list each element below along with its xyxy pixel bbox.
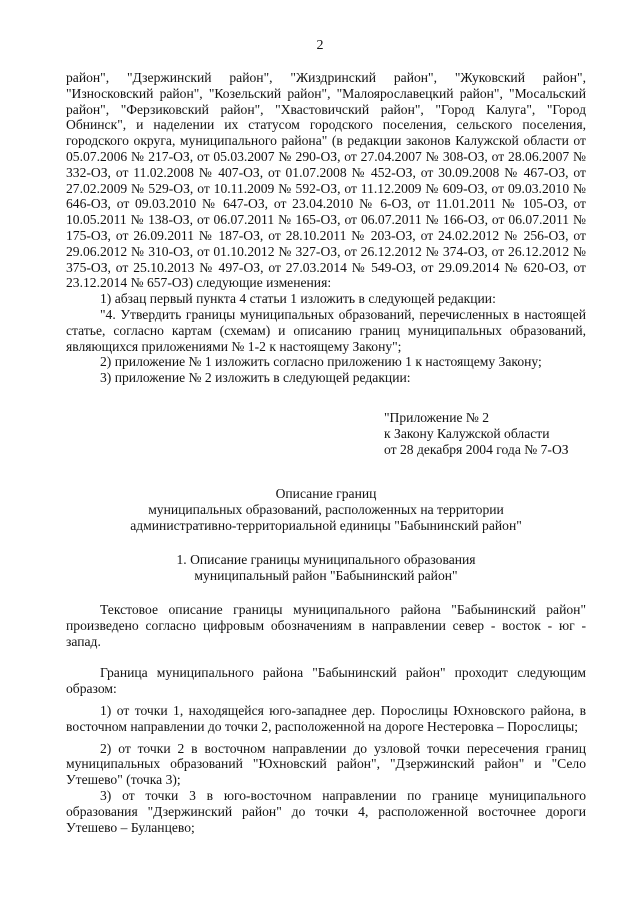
title-line-3: административно-территориальной единицы "Бабынинский район"	[130, 517, 522, 533]
section-1-line-2: муниципальный район "Бабынинский район"	[194, 567, 458, 583]
section-1-line-1: 1. Описание границы муниципального образования	[176, 551, 476, 567]
appendix-reference	[384, 410, 586, 458]
title-line-1: Описание границ	[275, 485, 377, 501]
body-paragraph-3: 1) от точки 1, находящейся юго-западнее дер. Порослицы Юхновского района, в восточном направлении до точки 2, расположенной на дороге Нестеровка – Порослицы;	[66, 702, 586, 734]
change-2: 2) приложение № 1 изложить согласно приложению 1 к настоящему Закону;	[100, 354, 542, 370]
section-1-title	[66, 552, 586, 584]
intro-paragraph: район", "Дзержинский район", "Жиздринский район", "Жуковский район", "Износковский район", "Козельский район", "Малоярославецкий район", "Мосальский район", "Ферзиковский район", "Хвастовичский район", "Город Калуга", "Город Обнинск", и наделении их статусом городского поселения, сельского поселения, городского округа, муниципального района" (в редакции законов Калужской области от 05.07.2006 № 217-ОЗ, от 05.03.2007 № 290-ОЗ, от 27.04.2007 № 308-ОЗ, от 28.06.2007 № 332-ОЗ, от 11.02.2008 № 407-ОЗ, от 01.07.2008 № 452-ОЗ, от 30.09.2008 № 467-ОЗ, от 27.02.2009 № 529-ОЗ, от 10.11.2009 № 592-ОЗ, от 11.12.2009 № 609-ОЗ, от 09.03.2010 № 646-ОЗ, от 09.03.2010 № 647-ОЗ, от 23.04.2010 № 6-ОЗ, от 11.01.2011 № 105-ОЗ, от 10.05.2011 № 138-ОЗ, от 06.07.2011 № 165-ОЗ, от 06.07.2011 № 166-ОЗ, от 06.07.2011 № 175-ОЗ, от 26.09.2011 № 187-ОЗ, от 28.10.2011 № 203-ОЗ, от 24.02.2012 № 256-ОЗ, от 29.06.2012 № 310-ОЗ, от 01.10.2012 № 327-ОЗ, от 26.12.2012 № 374-ОЗ, от 26.12.2012 № 375-ОЗ, от 25.10.2013 № 497-ОЗ, от 27.03.2014 № 549-ОЗ, от 29.09.2014 № 620-ОЗ, от 23.12.2014 № 657-ОЗ) следующие изменения:	[66, 70, 586, 291]
document-body	[66, 70, 586, 835]
body-paragraph-1: Текстовое описание границы муниципального района "Бабынинский район" произведено согласно цифровым обозначениям в направлении север - восток - юг - запад.	[66, 601, 586, 649]
appendix-line-1: "Приложение № 2	[384, 409, 490, 425]
change-1-quote: "4. Утвердить границы муниципальных образований, перечисленных в настоящей статье, согласно картам (схемам) и описанию границ муниципальных образований, являющихся приложениями № 1-2 к настоящему Закону";	[66, 306, 586, 354]
change-3: 3) приложение № 2 изложить в следующей редакции:	[100, 370, 411, 386]
appendix-line-3: от 28 декабря 2004 года № 7-ОЗ	[384, 441, 569, 457]
page-number: 2	[316, 38, 324, 53]
body-paragraph-5: 3) от точки 3 в юго-восточном направлении по границе муниципального образования "Дзержинский район" до точки 4, расположенной восточнее дороги Утешево – Буланцево;	[66, 787, 586, 835]
body-paragraph-4: 2) от точки 2 в восточном направлении до узловой точки пересечения границ муниципальных образований "Юхновский район", "Дзержинский район" и "Село Утешево" (точка 3);	[66, 740, 586, 788]
appendix-line-2: к Закону Калужской области	[384, 425, 550, 441]
change-1: 1) абзац первый пункта 4 статьи 1 изложить в следующей редакции:	[100, 291, 496, 307]
title-line-2: муниципальных образований, расположенных на территории	[148, 501, 504, 517]
body-paragraph-2: Граница муниципального района "Бабынинский район" проходит следующим образом:	[66, 665, 586, 697]
document-title	[66, 486, 586, 534]
